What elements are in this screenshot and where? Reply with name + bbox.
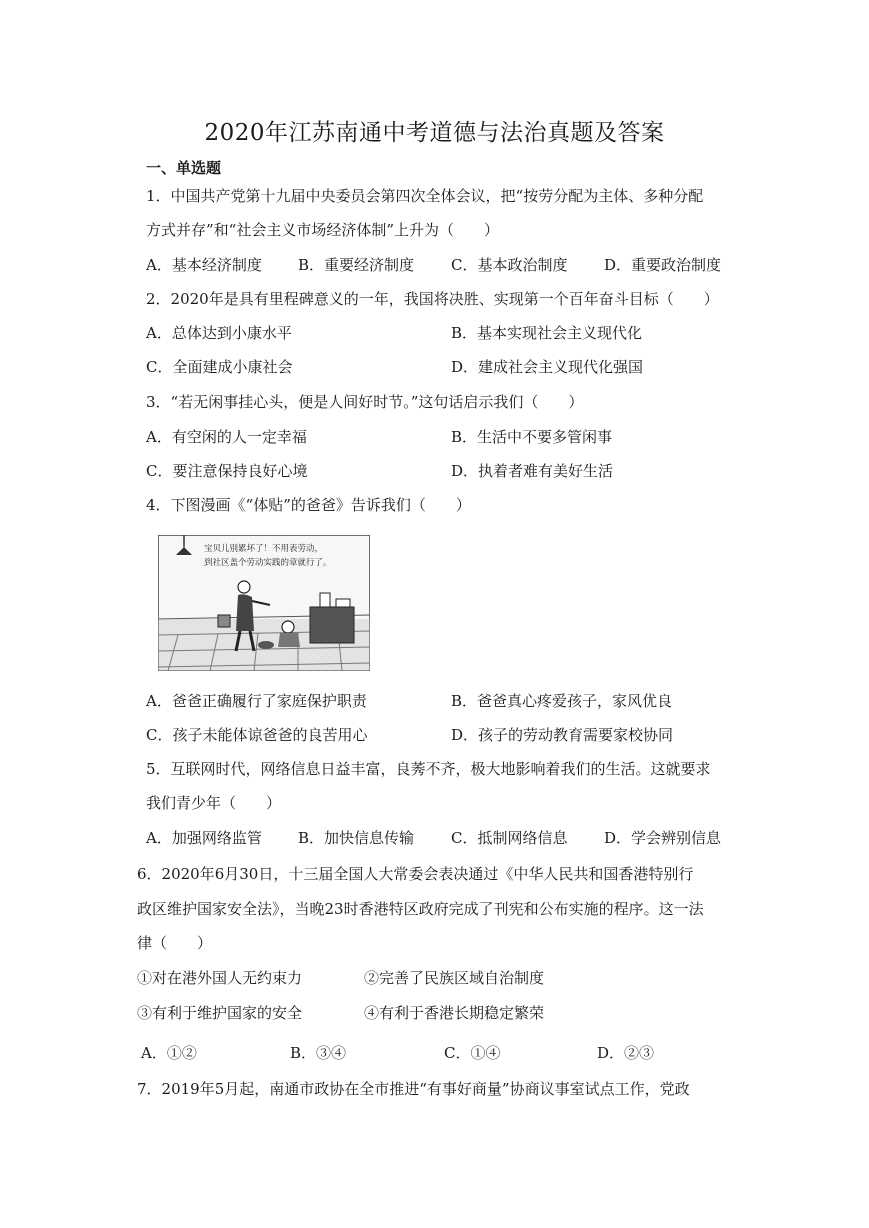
section-heading: 一、单选题 (146, 159, 222, 177)
question-6-line-3: 律（ ） (137, 934, 213, 952)
question-1-option-d: D．重要政治制度 (604, 256, 722, 274)
question-5-option-a: A．加强网络监管 (146, 829, 262, 847)
question-4-option-c: C．孩子未能体谅爸爸的良苦用心 (146, 726, 368, 744)
question-3-option-b: B．生活中不要多管闲事 (451, 428, 613, 446)
question-6-statement-4: ④有利于香港长期稳定繁荣 (364, 1004, 545, 1022)
question-2-option-b: B．基本实现社会主义现代化 (451, 324, 643, 342)
question-6-statement-2: ②完善了民族区域自治制度 (364, 969, 545, 987)
question-6-option-d: D．②③ (597, 1044, 655, 1062)
question-3-option-a: A．有空闲的人一定幸福 (146, 428, 307, 446)
cartoon-caption-line-2: 到社区盖个劳动实践的章就行了。 (204, 558, 332, 568)
cartoon-caption-line-1: 宝贝儿别累坏了！不用表劳动， (204, 544, 324, 554)
question-3-option-c: C．要注意保持良好心境 (146, 462, 308, 480)
question-2-option-d: D．建成社会主义现代化强国 (451, 358, 644, 376)
question-5-option-c: C．抵制网络信息 (451, 829, 568, 847)
document-title: 2020年江苏南通中考道德与法治真题及答案 (204, 120, 665, 146)
question-2-option-a: A．总体达到小康水平 (146, 324, 292, 342)
question-7-line-1: 7．2019年5月起，南通市政协在全市推进“有事好商量”协商议事室试点工作，党政 (137, 1080, 690, 1098)
question-4-option-b: B．爸爸真心疼爱孩子，家风优良 (451, 692, 673, 710)
question-1-option-a: A．基本经济制度 (146, 256, 262, 274)
question-5-option-d: D．学会辨别信息 (604, 829, 722, 847)
question-3-option-d: D．执着者难有美好生活 (451, 462, 614, 480)
cartoon-illustration (158, 535, 370, 671)
question-6-statement-3: ③有利于维护国家的安全 (137, 1004, 303, 1022)
question-6-option-c: C．①④ (444, 1044, 501, 1062)
question-1-option-b: B．重要经济制度 (298, 256, 415, 274)
question-5-line-1: 5．互联网时代，网络信息日益丰富，良莠不齐，极大地影响着我们的生活。这就要求 (146, 760, 711, 778)
question-6-option-b: B．③④ (290, 1044, 347, 1062)
question-1-line-2: 方式并存”和“社会主义市场经济体制”上升为（ ） (146, 221, 500, 239)
question-5-line-2: 我们青少年（ ） (146, 794, 282, 812)
question-2-option-c: C．全面建成小康社会 (146, 358, 293, 376)
question-2-line-1: 2．2020年是具有里程碑意义的一年，我国将决胜、实现第一个百年奋斗目标（ ） (146, 290, 719, 308)
question-4-line-1: 4．下图漫画《“体贴”的爸爸》告诉我们（ ） (146, 496, 471, 514)
question-4-option-a: A．爸爸正确履行了家庭保护职责 (146, 692, 367, 710)
question-6-option-a: A．①② (141, 1044, 197, 1062)
question-1-option-c: C．基本政治制度 (451, 256, 568, 274)
question-5-option-b: B．加快信息传输 (298, 829, 415, 847)
question-6-line-2: 政区维护国家安全法》，当晚23时香港特区政府完成了刊宪和公布实施的程序。这一法 (137, 900, 704, 918)
question-4-option-d: D．孩子的劳动教育需要家校协同 (451, 726, 674, 744)
question-3-line-1: 3．“若无闲事挂心头，便是人间好时节。”这句话启示我们（ ） (146, 393, 584, 411)
question-6-statement-1: ①对在港外国人无约束力 (137, 969, 303, 987)
question-6-line-1: 6．2020年6月30日，十三届全国人大常委会表决通过《中华人民共和国香港特别行 (137, 865, 694, 883)
question-1-line-1: 1．中国共产党第十九届中央委员会第四次全体会议，把“按劳分配为主体、多种分配 (146, 187, 704, 205)
